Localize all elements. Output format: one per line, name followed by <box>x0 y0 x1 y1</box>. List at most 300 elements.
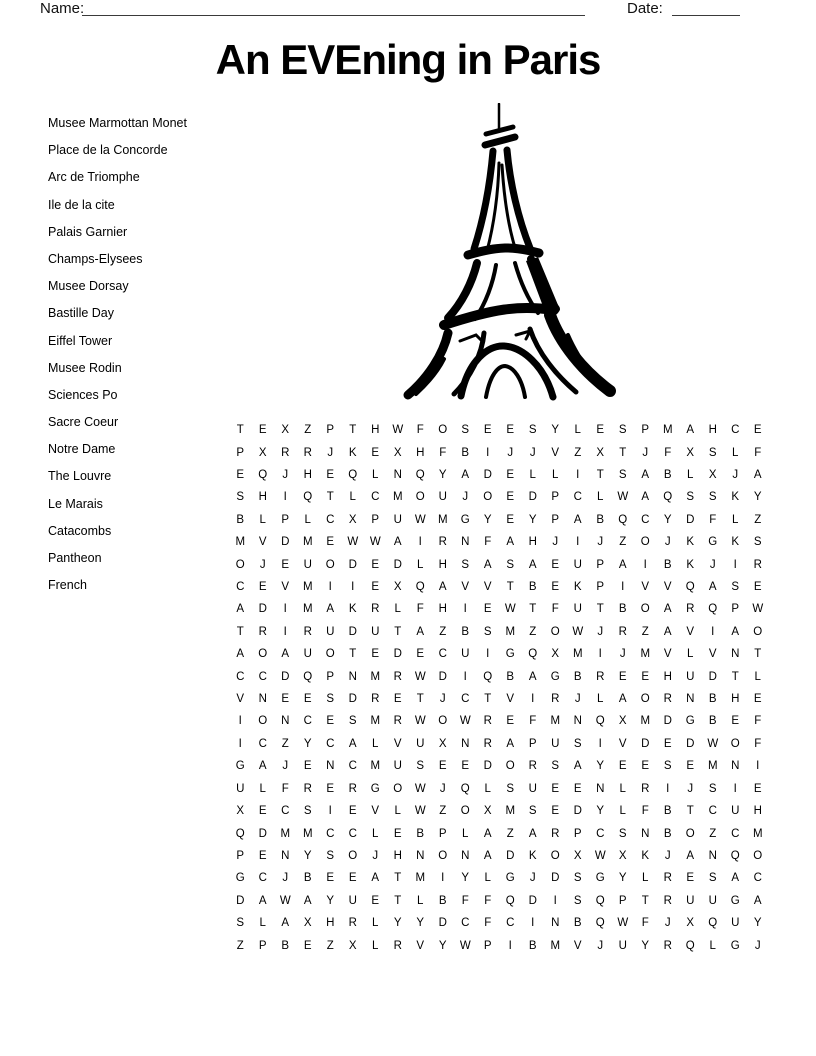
grid-cell: L <box>304 513 311 526</box>
grid-cell: C <box>258 737 267 750</box>
grid-cell: A <box>573 513 582 526</box>
grid-cell: U <box>303 558 312 571</box>
grid-cell: O <box>258 715 268 728</box>
grid-cell: T <box>394 872 402 885</box>
grid-cell: E <box>393 693 402 706</box>
grid-cell: A <box>236 648 245 661</box>
grid-cell: U <box>416 737 425 750</box>
grid-cell: A <box>506 536 515 549</box>
grid-cell: S <box>753 536 762 549</box>
grid-cell: W <box>617 491 629 504</box>
grid-cell: A <box>348 737 357 750</box>
grid-cell: W <box>594 849 606 862</box>
grid-cell: C <box>258 872 267 885</box>
grid-cell: I <box>441 872 445 885</box>
grid-cell: B <box>663 827 672 840</box>
grid-cell: W <box>392 424 404 437</box>
grid-cell: Q <box>505 894 515 907</box>
grid-cell: O <box>460 805 470 818</box>
grid-cell: T <box>416 693 424 706</box>
grid-cell: Y <box>618 872 627 885</box>
grid-cell: C <box>236 670 245 683</box>
grid-cell: S <box>303 805 312 818</box>
grid-cell: I <box>531 693 535 706</box>
grid-cell: E <box>506 469 515 482</box>
grid-cell: X <box>348 513 357 526</box>
grid-cell: C <box>348 760 357 773</box>
grid-cell: O <box>685 827 695 840</box>
grid-cell: V <box>461 581 470 594</box>
grid-cell: W <box>414 715 426 728</box>
grid-cell: N <box>393 469 402 482</box>
grid-cell: T <box>686 805 694 818</box>
grid-cell: A <box>416 625 425 638</box>
grid-cell: O <box>438 849 448 862</box>
grid-cell: T <box>754 648 762 661</box>
grid-cell: A <box>483 827 492 840</box>
grid-cell: E <box>506 715 515 728</box>
grid-cell: T <box>596 469 604 482</box>
grid-cell: Y <box>438 469 447 482</box>
grid-cell: F <box>709 513 717 526</box>
name-label: Name: <box>40 0 85 17</box>
grid-cell: D <box>528 894 537 907</box>
grid-cell: R <box>303 625 312 638</box>
grid-cell: J <box>642 446 649 459</box>
grid-cell: R <box>303 446 312 459</box>
grid-cell: T <box>394 894 402 907</box>
grid-cell: B <box>506 670 515 683</box>
grid-cell: E <box>641 760 650 773</box>
grid-cell: S <box>708 782 717 795</box>
grid-cell: E <box>258 805 267 818</box>
grid-cell: F <box>529 715 537 728</box>
grid-cell: E <box>393 827 402 840</box>
grid-cell: E <box>303 760 312 773</box>
grid-cell: A <box>326 603 335 616</box>
grid-cell: C <box>326 513 335 526</box>
word-list-item: The Louvre <box>48 469 112 484</box>
grid-cell: E <box>551 558 560 571</box>
grid-cell: C <box>371 491 380 504</box>
grid-cell: Y <box>641 939 650 952</box>
grid-cell: P <box>483 939 492 952</box>
grid-cell: P <box>731 603 740 616</box>
grid-cell: L <box>259 917 266 930</box>
grid-cell: G <box>730 894 740 907</box>
grid-cell: L <box>687 648 694 661</box>
grid-cell: L <box>619 805 626 818</box>
grid-cell: E <box>506 424 515 437</box>
grid-cell: M <box>640 648 651 661</box>
grid-cell: J <box>529 872 536 885</box>
grid-cell: R <box>618 625 627 638</box>
grid-cell: W <box>572 625 584 638</box>
grid-cell: I <box>283 603 287 616</box>
grid-cell: K <box>573 581 582 594</box>
grid-cell: F <box>461 894 469 907</box>
grid-cell: I <box>643 558 647 571</box>
grid-cell: P <box>551 491 560 504</box>
grid-cell: I <box>328 805 332 818</box>
grid-cell: X <box>281 424 290 437</box>
grid-cell: S <box>326 693 335 706</box>
grid-cell: U <box>236 782 245 795</box>
grid-cell: R <box>393 939 402 952</box>
grid-cell: O <box>258 648 268 661</box>
grid-cell: I <box>733 782 737 795</box>
grid-cell: F <box>664 446 672 459</box>
grid-cell: A <box>753 469 762 482</box>
grid-cell: D <box>348 558 357 571</box>
grid-cell: S <box>708 446 717 459</box>
grid-cell: E <box>551 782 560 795</box>
grid-cell: I <box>598 648 602 661</box>
grid-cell: E <box>438 760 447 773</box>
grid-cell: C <box>753 872 762 885</box>
grid-cell: E <box>641 670 650 683</box>
grid-cell: J <box>709 558 716 571</box>
grid-cell: V <box>686 625 695 638</box>
grid-cell: N <box>641 827 650 840</box>
grid-cell: X <box>303 917 312 930</box>
grid-cell: Y <box>393 917 402 930</box>
grid-cell: J <box>552 536 559 549</box>
word-search-grid <box>229 419 769 957</box>
grid-cell: Q <box>415 469 425 482</box>
grid-cell: C <box>641 513 650 526</box>
grid-cell: W <box>414 670 426 683</box>
grid-cell: X <box>551 648 560 661</box>
grid-cell: Y <box>303 849 312 862</box>
grid-cell: B <box>281 939 290 952</box>
grid-cell: A <box>461 469 470 482</box>
grid-cell: A <box>303 894 312 907</box>
grid-cell: B <box>596 513 605 526</box>
grid-cell: M <box>550 715 561 728</box>
grid-cell: A <box>483 849 492 862</box>
grid-cell: S <box>461 558 470 571</box>
grid-cell: X <box>618 715 627 728</box>
grid-cell: D <box>686 737 695 750</box>
grid-cell: Q <box>235 827 245 840</box>
grid-cell: X <box>258 446 267 459</box>
grid-cell: U <box>393 513 402 526</box>
grid-cell: O <box>415 491 425 504</box>
grid-cell: U <box>438 491 447 504</box>
date-blank-line <box>672 15 740 16</box>
grid-cell: B <box>708 693 717 706</box>
grid-cell: S <box>731 581 740 594</box>
grid-cell: M <box>280 827 291 840</box>
grid-cell: J <box>732 469 739 482</box>
grid-cell: O <box>325 648 335 661</box>
grid-cell: U <box>573 558 582 571</box>
grid-cell: G <box>708 536 718 549</box>
grid-cell: R <box>393 670 402 683</box>
grid-cell: H <box>731 693 740 706</box>
grid-cell: T <box>326 491 334 504</box>
grid-cell: O <box>550 849 560 862</box>
grid-cell: C <box>281 805 290 818</box>
grid-cell: P <box>236 849 245 862</box>
grid-cell: R <box>281 446 290 459</box>
grid-cell: L <box>732 446 739 459</box>
grid-cell: D <box>438 917 447 930</box>
grid-cell: T <box>236 625 244 638</box>
grid-cell: J <box>619 648 626 661</box>
grid-cell: V <box>281 581 290 594</box>
grid-cell: R <box>348 782 357 795</box>
grid-cell: J <box>462 491 469 504</box>
word-list-item: Pantheon <box>48 551 102 565</box>
grid-cell: R <box>551 827 560 840</box>
grid-cell: X <box>573 849 582 862</box>
grid-cell: N <box>708 849 717 862</box>
grid-cell: R <box>483 715 492 728</box>
grid-cell: L <box>754 670 761 683</box>
grid-cell: F <box>484 917 492 930</box>
grid-cell: S <box>573 872 582 885</box>
grid-cell: N <box>281 715 290 728</box>
grid-cell: N <box>348 670 357 683</box>
grid-cell: S <box>573 894 582 907</box>
grid-cell: Z <box>754 513 762 526</box>
grid-cell: Q <box>685 581 695 594</box>
grid-cell: B <box>416 827 425 840</box>
grid-cell: Q <box>415 581 425 594</box>
grid-cell: F <box>641 917 649 930</box>
grid-cell: W <box>707 737 719 750</box>
grid-cell: C <box>438 648 447 661</box>
grid-cell: E <box>686 760 695 773</box>
grid-cell: U <box>371 625 380 638</box>
grid-cell: L <box>259 782 266 795</box>
grid-cell: F <box>484 894 492 907</box>
grid-cell: L <box>372 827 379 840</box>
grid-cell: J <box>439 782 446 795</box>
grid-cell: R <box>663 693 672 706</box>
grid-cell: E <box>371 648 380 661</box>
grid-cell: V <box>641 581 650 594</box>
grid-cell: S <box>506 558 515 571</box>
grid-cell: D <box>506 849 515 862</box>
grid-cell: P <box>371 513 380 526</box>
grid-cell: A <box>731 872 740 885</box>
grid-cell: H <box>416 446 425 459</box>
grid-cell: W <box>279 894 291 907</box>
grid-cell: K <box>348 603 357 616</box>
grid-cell: Q <box>595 894 605 907</box>
grid-cell: I <box>238 737 242 750</box>
grid-cell: G <box>730 939 740 952</box>
grid-cell: J <box>664 536 671 549</box>
grid-cell: M <box>505 625 516 638</box>
grid-cell: P <box>573 827 582 840</box>
grid-cell: S <box>551 760 560 773</box>
grid-cell: A <box>618 558 627 571</box>
grid-cell: R <box>348 917 357 930</box>
grid-cell: T <box>349 424 357 437</box>
eiffel-tower-icon <box>398 103 630 401</box>
grid-cell: A <box>731 625 740 638</box>
grid-cell: C <box>326 737 335 750</box>
grid-cell: A <box>281 917 290 930</box>
grid-cell: M <box>640 715 651 728</box>
grid-cell: W <box>347 536 359 549</box>
grid-cell: E <box>753 424 762 437</box>
grid-cell: C <box>348 827 357 840</box>
grid-cell: V <box>483 581 492 594</box>
grid-cell: M <box>550 939 561 952</box>
grid-cell: L <box>619 782 626 795</box>
grid-cell: B <box>618 603 627 616</box>
grid-cell: C <box>258 670 267 683</box>
grid-cell: Y <box>416 917 425 930</box>
grid-cell: N <box>551 917 560 930</box>
grid-cell: S <box>528 805 537 818</box>
grid-cell: F <box>416 424 424 437</box>
grid-cell: A <box>528 558 537 571</box>
grid-cell: H <box>303 469 312 482</box>
grid-cell: W <box>414 513 426 526</box>
grid-cell: S <box>461 424 470 437</box>
grid-cell: M <box>505 805 516 818</box>
grid-cell: E <box>326 469 335 482</box>
grid-cell: H <box>438 603 447 616</box>
grid-cell: Q <box>708 917 718 930</box>
grid-cell: O <box>753 625 763 638</box>
grid-cell: N <box>731 760 740 773</box>
grid-cell: K <box>731 536 740 549</box>
grid-cell: S <box>236 491 245 504</box>
word-list-item: French <box>48 578 87 593</box>
grid-cell: A <box>663 625 672 638</box>
grid-cell: B <box>528 581 537 594</box>
grid-cell: G <box>685 715 695 728</box>
grid-cell: S <box>663 760 672 773</box>
word-list <box>48 110 187 599</box>
grid-cell: G <box>235 872 245 885</box>
grid-cell: X <box>348 939 357 952</box>
grid-cell: I <box>238 715 242 728</box>
grid-cell: R <box>438 536 447 549</box>
grid-cell: O <box>483 491 493 504</box>
grid-cell: I <box>621 581 625 594</box>
grid-cell: D <box>393 558 402 571</box>
grid-cell: V <box>551 446 560 459</box>
grid-cell: I <box>666 782 670 795</box>
grid-cell: B <box>461 446 470 459</box>
grid-cell: W <box>369 536 381 549</box>
grid-cell: W <box>617 917 629 930</box>
grid-cell: R <box>528 760 537 773</box>
grid-cell: E <box>483 603 492 616</box>
grid-cell: H <box>371 424 380 437</box>
grid-cell: J <box>282 469 289 482</box>
grid-cell: U <box>618 939 627 952</box>
grid-cell: U <box>551 737 560 750</box>
grid-cell: H <box>753 805 762 818</box>
grid-cell: E <box>731 715 740 728</box>
grid-cell: E <box>506 491 515 504</box>
grid-cell: I <box>283 491 287 504</box>
grid-cell: D <box>393 648 402 661</box>
grid-cell: G <box>505 872 515 885</box>
grid-cell: M <box>370 715 381 728</box>
grid-cell: J <box>754 939 761 952</box>
grid-cell: R <box>371 603 380 616</box>
grid-cell: A <box>708 581 717 594</box>
grid-cell: C <box>326 827 335 840</box>
grid-cell: R <box>483 737 492 750</box>
grid-cell: I <box>508 939 512 952</box>
grid-cell: B <box>573 670 582 683</box>
grid-cell: I <box>351 581 355 594</box>
word-list-item: Place de la Concorde <box>48 143 168 158</box>
grid-cell: D <box>641 737 650 750</box>
grid-cell: R <box>258 625 267 638</box>
grid-cell: R <box>371 693 380 706</box>
grid-cell: K <box>528 849 537 862</box>
grid-cell: N <box>461 536 470 549</box>
grid-cell: X <box>596 446 605 459</box>
grid-cell: Z <box>619 536 627 549</box>
grid-cell: C <box>731 424 740 437</box>
grid-cell: U <box>686 894 695 907</box>
grid-cell: L <box>372 737 379 750</box>
grid-cell: Z <box>304 424 312 437</box>
grid-cell: E <box>753 693 762 706</box>
grid-cell: Z <box>439 805 447 818</box>
grid-cell: V <box>573 939 582 952</box>
grid-cell: M <box>572 648 583 661</box>
grid-cell: E <box>281 693 290 706</box>
grid-cell: Q <box>348 469 358 482</box>
grid-cell: S <box>708 872 717 885</box>
grid-cell: E <box>596 424 605 437</box>
grid-cell: U <box>461 648 470 661</box>
grid-cell: L <box>417 558 424 571</box>
grid-cell: E <box>348 872 357 885</box>
grid-cell: K <box>686 558 695 571</box>
grid-cell: L <box>372 939 379 952</box>
grid-cell: F <box>754 715 762 728</box>
grid-cell: N <box>281 849 290 862</box>
grid-cell: T <box>596 603 604 616</box>
grid-cell: E <box>461 760 470 773</box>
grid-cell: X <box>686 917 695 930</box>
grid-cell: C <box>506 917 515 930</box>
grid-cell: L <box>732 513 739 526</box>
word-list-item: Catacombs <box>48 523 112 538</box>
grid-cell: J <box>664 917 671 930</box>
grid-cell: L <box>597 693 604 706</box>
grid-cell: Y <box>483 513 492 526</box>
grid-cell: Q <box>483 670 493 683</box>
grid-cell: A <box>506 737 515 750</box>
grid-cell: C <box>708 805 717 818</box>
grid-cell: E <box>281 558 290 571</box>
grid-cell: B <box>461 625 470 638</box>
word-list-item: Eiffel Tower <box>48 333 113 348</box>
grid-cell: X <box>393 446 402 459</box>
grid-cell: T <box>484 693 492 706</box>
grid-cell: H <box>663 670 672 683</box>
grid-cell: J <box>574 693 581 706</box>
grid-cell: R <box>303 782 312 795</box>
grid-cell: Q <box>595 715 605 728</box>
